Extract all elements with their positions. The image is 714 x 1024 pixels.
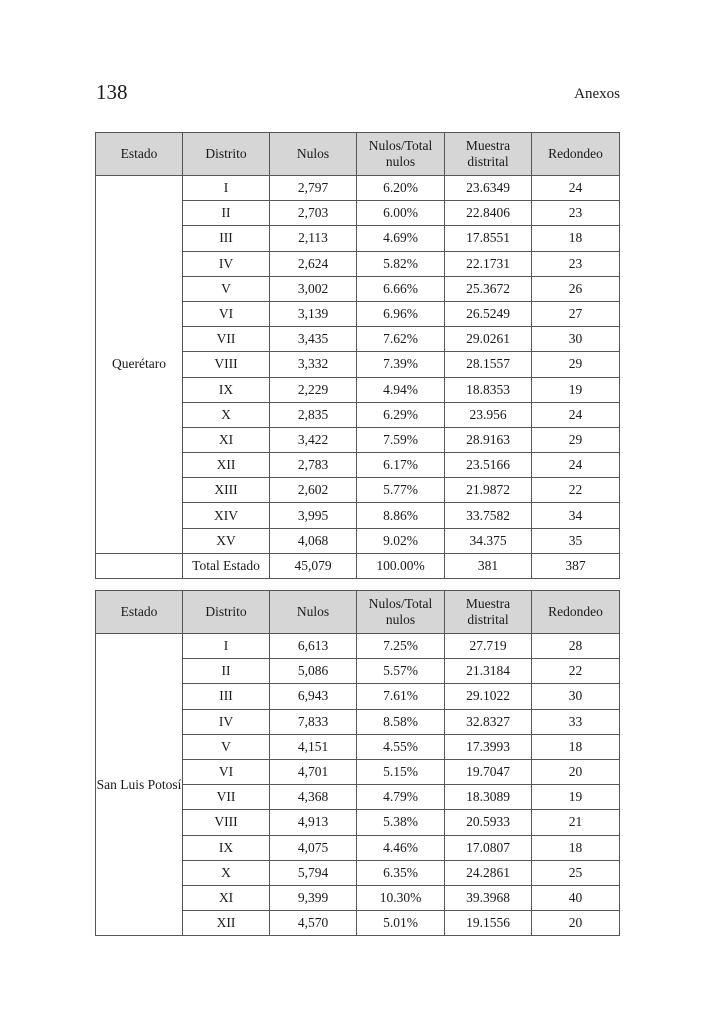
cell-nulos-total: 100.00%: [357, 553, 445, 578]
cell-nulos-total: 6.00%: [357, 201, 445, 226]
cell-redondeo: 29: [532, 352, 620, 377]
cell-redondeo: 30: [532, 684, 620, 709]
cell-nulos: 4,151: [270, 734, 357, 759]
cell-muestra: 20.5933: [445, 810, 532, 835]
cell-redondeo: 23: [532, 251, 620, 276]
cell-nulos: 45,079: [270, 553, 357, 578]
cell-nulos-total: 4.94%: [357, 377, 445, 402]
cell-muestra: 27.719: [445, 634, 532, 659]
cell-muestra: 26.5249: [445, 301, 532, 326]
cell-nulos-total: 8.86%: [357, 503, 445, 528]
cell-nulos-total: 5.38%: [357, 810, 445, 835]
cell-muestra: 19.7047: [445, 759, 532, 784]
page-number: 138: [96, 80, 128, 104]
cell-muestra: 19.1556: [445, 911, 532, 936]
cell-distrito: Total Estado: [183, 553, 270, 578]
cell-nulos-total: 6.96%: [357, 301, 445, 326]
cell-nulos: 6,943: [270, 684, 357, 709]
cell-muestra: 28.1557: [445, 352, 532, 377]
empty-cell: [96, 553, 183, 578]
cell-muestra: 23.5166: [445, 453, 532, 478]
column-header-estado: Estado: [96, 133, 183, 176]
cell-distrito: IX: [183, 377, 270, 402]
cell-muestra: 24.2861: [445, 860, 532, 885]
cell-nulos: 2,602: [270, 478, 357, 503]
cell-muestra: 33.7582: [445, 503, 532, 528]
column-header-distrito: Distrito: [183, 591, 270, 634]
cell-distrito: X: [183, 402, 270, 427]
header-row: [96, 133, 620, 176]
cell-nulos: 9,399: [270, 885, 357, 910]
cell-redondeo: 22: [532, 478, 620, 503]
cell-nulos: 5,086: [270, 659, 357, 684]
cell-nulos: 4,913: [270, 810, 357, 835]
table-row: [96, 634, 620, 659]
cell-redondeo: 20: [532, 759, 620, 784]
cell-redondeo: 24: [532, 453, 620, 478]
cell-nulos-total: 7.39%: [357, 352, 445, 377]
cell-redondeo: 27: [532, 301, 620, 326]
cell-nulos: 6,613: [270, 634, 357, 659]
cell-redondeo: 25: [532, 860, 620, 885]
cell-nulos-total: 5.15%: [357, 759, 445, 784]
cell-redondeo: 18: [532, 835, 620, 860]
cell-redondeo: 24: [532, 176, 620, 201]
cell-redondeo: 387: [532, 553, 620, 578]
column-header-muestra: Muestra distrital: [445, 133, 532, 176]
cell-nulos: 3,332: [270, 352, 357, 377]
cell-distrito: XII: [183, 911, 270, 936]
cell-nulos: 3,422: [270, 427, 357, 452]
cell-redondeo: 19: [532, 785, 620, 810]
cell-nulos-total: 8.58%: [357, 709, 445, 734]
cell-muestra: 32.8327: [445, 709, 532, 734]
column-header-nulos: Nulos: [270, 591, 357, 634]
state-cell: Querétaro: [96, 176, 183, 554]
cell-muestra: 23.956: [445, 402, 532, 427]
cell-redondeo: 18: [532, 734, 620, 759]
cell-nulos: 3,002: [270, 276, 357, 301]
column-header-redondeo: Redondeo: [532, 133, 620, 176]
cell-redondeo: 35: [532, 528, 620, 553]
cell-redondeo: 29: [532, 427, 620, 452]
cell-muestra: 18.8353: [445, 377, 532, 402]
cell-redondeo: 34: [532, 503, 620, 528]
column-header-redondeo: Redondeo: [532, 591, 620, 634]
cell-distrito: VII: [183, 785, 270, 810]
cell-muestra: 381: [445, 553, 532, 578]
cell-nulos: 4,068: [270, 528, 357, 553]
cell-nulos-total: 4.55%: [357, 734, 445, 759]
cell-nulos: 4,701: [270, 759, 357, 784]
cell-muestra: 29.0261: [445, 327, 532, 352]
cell-muestra: 28.9163: [445, 427, 532, 452]
cell-nulos-total: 6.66%: [357, 276, 445, 301]
cell-redondeo: 20: [532, 911, 620, 936]
cell-distrito: XI: [183, 427, 270, 452]
column-header-estado: Estado: [96, 591, 183, 634]
cell-distrito: II: [183, 201, 270, 226]
cell-distrito: VIII: [183, 352, 270, 377]
cell-nulos: 3,139: [270, 301, 357, 326]
cell-nulos-total: 4.69%: [357, 226, 445, 251]
cell-muestra: 17.0807: [445, 835, 532, 860]
cell-distrito: XIII: [183, 478, 270, 503]
cell-nulos: 4,570: [270, 911, 357, 936]
cell-nulos-total: 6.17%: [357, 453, 445, 478]
cell-nulos-total: 4.46%: [357, 835, 445, 860]
cell-distrito: I: [183, 634, 270, 659]
cell-distrito: III: [183, 226, 270, 251]
state-cell: San Luis Potosí: [96, 634, 183, 936]
cell-distrito: IV: [183, 251, 270, 276]
cell-nulos-total: 7.61%: [357, 684, 445, 709]
cell-redondeo: 28: [532, 634, 620, 659]
cell-nulos: 4,075: [270, 835, 357, 860]
cell-distrito: VIII: [183, 810, 270, 835]
cell-distrito: XV: [183, 528, 270, 553]
cell-nulos: 2,113: [270, 226, 357, 251]
cell-distrito: II: [183, 659, 270, 684]
cell-redondeo: 30: [532, 327, 620, 352]
cell-distrito: I: [183, 176, 270, 201]
running-head: Anexos: [574, 86, 620, 102]
cell-nulos: 2,783: [270, 453, 357, 478]
cell-muestra: 21.9872: [445, 478, 532, 503]
cell-nulos-total: 5.82%: [357, 251, 445, 276]
cell-muestra: 25.3672: [445, 276, 532, 301]
cell-redondeo: 21: [532, 810, 620, 835]
cell-nulos-total: 6.29%: [357, 402, 445, 427]
cell-redondeo: 18: [532, 226, 620, 251]
cell-nulos-total: 10.30%: [357, 885, 445, 910]
header-row: [96, 591, 620, 634]
cell-muestra: 17.8551: [445, 226, 532, 251]
table-row: [96, 176, 620, 201]
cell-nulos-total: 4.79%: [357, 785, 445, 810]
cell-distrito: VII: [183, 327, 270, 352]
cell-nulos: 2,624: [270, 251, 357, 276]
cell-distrito: VI: [183, 301, 270, 326]
cell-distrito: XIV: [183, 503, 270, 528]
cell-distrito: V: [183, 276, 270, 301]
column-header-nulos-total: Nulos/Total nulos: [357, 133, 445, 176]
cell-nulos-total: 5.01%: [357, 911, 445, 936]
cell-nulos-total: 7.59%: [357, 427, 445, 452]
cell-nulos-total: 9.02%: [357, 528, 445, 553]
cell-distrito: IV: [183, 709, 270, 734]
cell-muestra: 17.3993: [445, 734, 532, 759]
cell-muestra: 21.3184: [445, 659, 532, 684]
cell-nulos: 2,835: [270, 402, 357, 427]
cell-distrito: III: [183, 684, 270, 709]
cell-distrito: XII: [183, 453, 270, 478]
total-row: [96, 553, 620, 578]
cell-distrito: IX: [183, 835, 270, 860]
cell-nulos: 3,435: [270, 327, 357, 352]
cell-distrito: VI: [183, 759, 270, 784]
column-header-nulos-total: Nulos/Total nulos: [357, 591, 445, 634]
cell-muestra: 23.6349: [445, 176, 532, 201]
cell-nulos: 3,995: [270, 503, 357, 528]
cell-distrito: X: [183, 860, 270, 885]
cell-redondeo: 24: [532, 402, 620, 427]
cell-nulos: 2,703: [270, 201, 357, 226]
cell-muestra: 29.1022: [445, 684, 532, 709]
cell-nulos: 2,229: [270, 377, 357, 402]
queretaro-table: [95, 132, 620, 579]
cell-redondeo: 26: [532, 276, 620, 301]
cell-redondeo: 19: [532, 377, 620, 402]
cell-muestra: 18.3089: [445, 785, 532, 810]
column-header-nulos: Nulos: [270, 133, 357, 176]
cell-muestra: 22.8406: [445, 201, 532, 226]
cell-redondeo: 40: [532, 885, 620, 910]
cell-nulos-total: 6.20%: [357, 176, 445, 201]
column-header-muestra: Muestra distrital: [445, 591, 532, 634]
cell-nulos-total: 6.35%: [357, 860, 445, 885]
cell-nulos: 4,368: [270, 785, 357, 810]
cell-redondeo: 22: [532, 659, 620, 684]
cell-distrito: V: [183, 734, 270, 759]
cell-nulos: 7,833: [270, 709, 357, 734]
cell-nulos-total: 5.57%: [357, 659, 445, 684]
cell-muestra: 22.1731: [445, 251, 532, 276]
cell-redondeo: 23: [532, 201, 620, 226]
cell-nulos: 5,794: [270, 860, 357, 885]
cell-muestra: 39.3968: [445, 885, 532, 910]
san-luis-potosi-table: [95, 590, 620, 936]
cell-nulos-total: 7.62%: [357, 327, 445, 352]
cell-redondeo: 33: [532, 709, 620, 734]
column-header-distrito: Distrito: [183, 133, 270, 176]
cell-nulos-total: 5.77%: [357, 478, 445, 503]
cell-nulos: 2,797: [270, 176, 357, 201]
cell-nulos-total: 7.25%: [357, 634, 445, 659]
cell-distrito: XI: [183, 885, 270, 910]
cell-muestra: 34.375: [445, 528, 532, 553]
